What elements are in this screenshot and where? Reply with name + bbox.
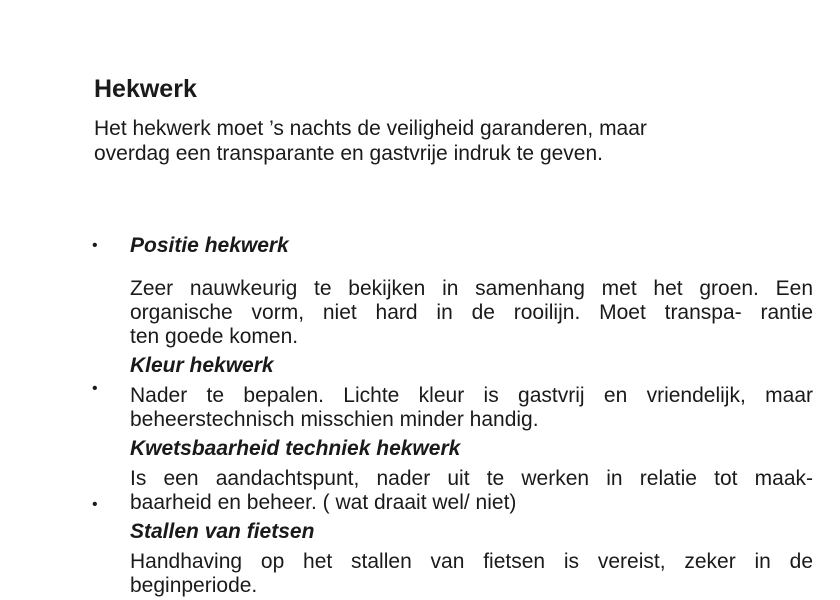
section-body-positie (130, 277, 813, 349)
body-line: beginperiode. (130, 574, 258, 597)
body-line: organische vorm, niet hard in de rooilijn. Moet transpa- rantie (130, 301, 813, 324)
bullet-marker: • (92, 496, 98, 513)
section-title-kleur: Kleur hekwerk (130, 354, 274, 377)
intro-paragraph (94, 116, 814, 166)
body-line: beheerstechnisch misschien minder handig. (130, 408, 539, 431)
body-line: Zeer nauwkeurig te bekijken in samenhang met het groen. Een (130, 277, 813, 300)
bullet-marker: • (92, 237, 98, 254)
intro-line: overdag een transparante en gastvrije indruk te geven. (94, 142, 603, 165)
body-line: ten goede komen. (130, 325, 299, 348)
body-line: baarheid en beheer. ( wat draait wel/ niet) (130, 491, 517, 514)
section-body-kwetsbaarheid (130, 467, 813, 515)
page-heading: Hekwerk (94, 75, 197, 103)
intro-line: Het hekwerk moet ’s nachts de veiligheid garanderen, maar (94, 117, 647, 140)
bullet-marker: • (92, 380, 98, 397)
body-line: Handhaving op het stallen van fietsen is vereist, zeker in de (130, 550, 813, 573)
body-line: Is een aandachtspunt, nader uit te werken in relatie tot maak- (130, 467, 813, 490)
section-title-kwetsbaarheid: Kwetsbaarheid techniek hekwerk (130, 437, 461, 460)
section-body-kleur (130, 384, 813, 432)
section-body-stallen (130, 550, 813, 598)
section-title-stallen: Stallen van fietsen (130, 520, 315, 543)
section-title-positie: Positie hekwerk (130, 234, 289, 257)
body-line: Nader te bepalen. Lichte kleur is gastvrij en vriendelijk, maar (130, 384, 813, 407)
